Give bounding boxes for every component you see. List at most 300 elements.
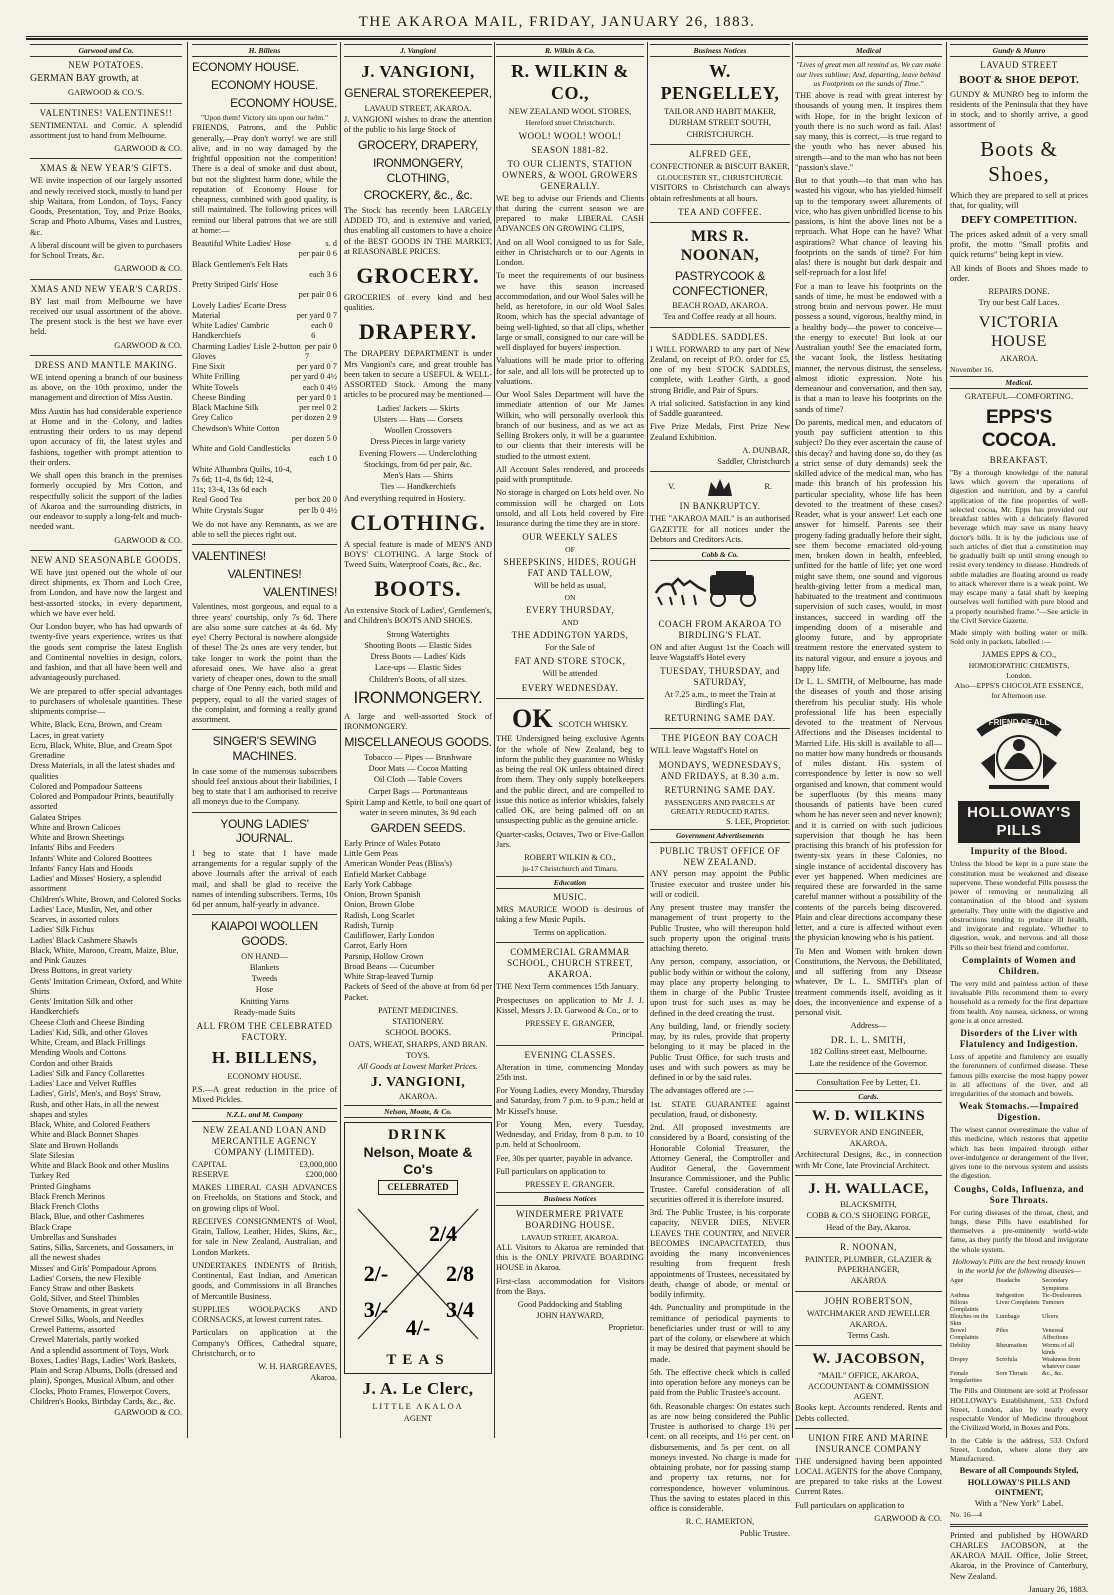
- ad-signature: GARWOOD & CO.: [114, 144, 182, 154]
- victoria-house: VICTORIA HOUSE: [978, 313, 1060, 351]
- complaints-heading: Complaints of Women and Children.: [961, 954, 1077, 976]
- ad-body: THE undersigned having been appointed LOCAL AGENTS for the above Company, are prepared to take risks at the Lowest Current Rates.: [795, 1456, 942, 1497]
- divider: [795, 1291, 942, 1292]
- ad-heading: XMAS AND NEW YEAR'S CARDS.: [30, 283, 182, 294]
- price-item: Charming Ladies' Lisle 2-button Gloves: [192, 341, 301, 361]
- list-item: Early York Cabbage: [344, 879, 412, 889]
- holloway-ointment: HOLLOWAY'S PILLS AND OINTMENT,: [967, 1477, 1071, 1497]
- season-heading: SEASON 1881-82.: [531, 144, 609, 155]
- coach-illustration-icon: [650, 567, 770, 609]
- column-divider: [494, 42, 495, 1438]
- epps-chocolate: Also—EPPS'S CHOCOLATE ESSENCE, for Afternoon use.: [954, 681, 1084, 700]
- price-value: s. d: [325, 239, 337, 249]
- list-item: Worms of all kinds: [1042, 1341, 1075, 1356]
- tea-price: 2/-: [363, 1261, 389, 1287]
- list-item: Dress Materials, in all the latest shades and qualities: [30, 761, 175, 781]
- wallace-body: COBB & CO.'S SHOEING FORGE,: [806, 1211, 931, 1221]
- ad-number: No. 16—4: [950, 1510, 983, 1520]
- ad-body: WE intend opening a branch of our business as above, on the 10th proximo, under the management and direction of Miss Austin.: [30, 372, 182, 403]
- list-item: Spirit Lamp and Kettle, to boil one quart of water in seven minutes, 3s 9d each: [345, 797, 491, 818]
- price-item: 7s 6d; 11-4, 8s 6d; 12-4,: [192, 474, 274, 484]
- divider: [30, 158, 182, 159]
- ad-body: Prospectuses on application to Mr J. J. Kissel, Messrs J. D. Garwood & Co., or to: [496, 995, 644, 1015]
- divider: [192, 544, 337, 545]
- list-item: Gents' Imitation Crimean, Oxford, and White Shirts: [30, 976, 182, 996]
- price-row: [192, 270, 337, 280]
- sales-line: Will be attended: [542, 669, 598, 679]
- list-item: Crewel Materials, partly worked: [30, 1335, 139, 1345]
- list-item: Dress Pieces in large variety: [370, 437, 466, 447]
- billens-name: H. BILLENS,: [211, 1047, 318, 1067]
- section-header: Business Notices: [496, 1192, 644, 1205]
- price-row: [192, 413, 337, 423]
- list-item: Ladies', Girls', Men's, and Boys' Straw, Rush, and other Hats, in all the newest shapes and styles: [30, 1089, 161, 1119]
- noonan-name: MRS R. NOONAN,: [680, 227, 760, 265]
- ok-whisky-header: [496, 703, 644, 735]
- ad-heading: ALL FROM THE CELEBRATED FACTORY.: [196, 1021, 333, 1042]
- sales-line: EVERY WEDNESDAY.: [521, 682, 619, 693]
- pengelley-name: W. PENGELLEY,: [660, 61, 780, 104]
- list-item: Infants' Bibs and Feeders: [30, 843, 115, 853]
- tea-price: 2/8: [445, 1261, 475, 1287]
- noonan-painter-name: R. NOONAN,: [840, 1241, 897, 1252]
- ad-heading: TO OUR CLIENTS, STATION OWNERS, & WOOL GROWERS GENERALLY.: [502, 158, 638, 191]
- ad-body: FRIENDS, Patrons, and the Public generally,—Pray don't worry! we are still alive, and in no way damaged by the frightful opposition not the competition! There is a deal of smoke and dust about, but not the slightest harm done, while the reputation of Economy House for cheapness, combined with good quality, is still maintained. The following prices will remind our liberal patrons that we are still at home:—: [192, 123, 337, 235]
- price-value: each 0 4½: [302, 382, 337, 392]
- list-item: Ladies' Kid, Silk, and other Gloves: [30, 1027, 148, 1037]
- section-header: Nelson, Moate, & Co.: [344, 1105, 492, 1118]
- list-item: Little Gem Peas: [344, 849, 398, 859]
- divider: [30, 355, 182, 356]
- tea-price: 2/4: [428, 1221, 458, 1247]
- ad-body: THE Next Term commences 15th January.: [496, 982, 639, 992]
- list-item: Children's White, Brown, and Colored Socks: [30, 894, 181, 904]
- list-item: Colored and Pompadour Satteens: [30, 781, 142, 791]
- sales-line: EVERY THURSDAY,: [525, 604, 615, 615]
- ad-body: A trial solicited. Satisfaction in any kind of Saddle guaranteed.: [650, 398, 790, 419]
- ad-signature: W. H. HARGREAVES,: [258, 1362, 337, 1372]
- list-item: White and Black Bonnet Shapes: [30, 1130, 139, 1140]
- price-value: per pair 0 6: [298, 290, 337, 300]
- noonan-address: BEACH ROAD, AKAROA.: [672, 301, 768, 311]
- poem-quote: "Lives of great men all remind us, We can make our lives sublime; And, departing, leave behind us Footprints on the sands of Time.": [796, 60, 941, 88]
- ad-body: Good Paddocking and Stabling: [517, 1300, 623, 1310]
- list-item: Galatea Stripes: [30, 812, 81, 822]
- list-item: Crewel Silks, Wools, and Needles: [30, 1314, 144, 1324]
- price-item: Pretty Striped Girls' Hose: [192, 280, 278, 290]
- divider: [30, 550, 182, 551]
- price-row: [192, 403, 337, 413]
- reserve-value: £200,000: [305, 1169, 337, 1179]
- price-item: White Alhambra Quilts, 10-4,: [192, 464, 292, 474]
- list-item: Colored and Pompadour Prints, beautifully assorted: [30, 792, 174, 812]
- seeds-heading: GARDEN SEEDS.: [370, 821, 466, 836]
- ad-body: Valuations will be made prior to offering for sale, and all lots will be protected up to valuations.: [496, 356, 644, 386]
- ad-body: For a man to leave his footprints on the sands of time, he must be endowed with a strong brain and nervous power. He must possess a sound, vigorous, healthy mind, in a healthy body—the power to conceive—the energy to execute! But look at our Australian youth! See the emaciated form, the vacant look, the listless hesitating manner, the nervous distrust, the senseless, almost idiotic expression. Note his demeanour and conversation, and then say, is that a man to leave his footprints on the sands of time?: [795, 281, 942, 414]
- ad-body: The Stock has recently been LARGELY ADDED TO, and is extensive and varied, thus enabling all customers to have a choice of the BEST GOODS IN THE MARKET, at REASONABLE PRICES.: [344, 205, 492, 256]
- music-heading: MUSIC.: [553, 891, 587, 902]
- ad-body: Dr L. L. SMITH, of Melbourne, has made the diseases of youth and those arising therefrom his peculiar study. His whole professional life has been especially devoted to the treatment of Nervous Affections and the Diseases incidental to Married Life. His skill is available to all—no matter how many hundreds or thousands of miles distant. His system of correspondence by letter is now so well organised and known, that comment would be superfluous (by this means many thousands of patients have been cured whom he has never seen and never known); and it is carried on with such judicious supervision that though he has been practising this branch of his profession for twenty-six years in these Colonies, no single instance of accidental discovery has ever yet happened. When medicines are required these are forwarded in the same careful manner without a possibility of the contents of the parcels being discovered. Plain and clear directions accompany these letter, and a cure is affected without even the physician knowing who is his patient.: [795, 677, 942, 943]
- sales-line: THE ADDINGTON YARDS,: [511, 630, 629, 641]
- ad-heading: DRESS AND MANTLE MAKING.: [34, 359, 178, 370]
- list-item: Bilious Complaints: [950, 1298, 979, 1313]
- list-item: Blankets: [249, 962, 280, 972]
- price-item: Fine Sixit: [192, 362, 225, 372]
- ad-body: In the Cable is the address, 533 Oxford Street, London, where alone they are Manufactured.: [950, 1435, 1088, 1464]
- capital-label: CAPITAL: [192, 1159, 227, 1169]
- ad-body: SENTIMENTAL and Comic. A splendid assortment just to hand from Melbourne.: [30, 120, 182, 140]
- price-value: per pair 0 6: [298, 249, 337, 259]
- ad-heading: XMAS & NEW YEAR'S GIFTS.: [39, 163, 173, 174]
- quote: "Upon them! Victory sits upon our helm.": [200, 113, 329, 123]
- list-item: Lace-ups — Elastic Sides: [374, 663, 462, 673]
- address-label: Address—: [850, 1021, 887, 1031]
- price-value: each 1 0: [309, 454, 337, 464]
- ad-body: We do not have any Remnants, as we are able to sell the pieces right out.: [192, 519, 337, 540]
- sales-line: FAT AND STORE STOCK,: [514, 656, 626, 667]
- ad-body: For Young Men, every Tuesday, Wednesday, and Friday, from 8 p.m. to 10 p.m. held at Schoolroom.: [496, 1119, 644, 1150]
- ad-heading: SINGER'S SEWING MACHINES.: [212, 734, 317, 763]
- list-item: Early Prince of Wales Potato: [344, 838, 441, 848]
- ad-body: GROCERIES of every kind and best qualities.: [344, 292, 492, 313]
- wallace-sub: BLACKSMITH,: [840, 1200, 897, 1210]
- ad-body: All kinds of Boots and Shoes made to order.: [950, 263, 1088, 283]
- price-list: [192, 239, 337, 516]
- sales-line: SHEEPSKINS, HIDES, ROUGH FAT AND TALLOW,: [503, 557, 637, 579]
- price-value: per yard 0 1: [296, 392, 337, 402]
- divider: [192, 914, 337, 915]
- ad-signature: S. LEE, Proprietor.: [726, 817, 790, 827]
- ad-body: P.S.—A great reduction in the price of Mixed Pickles.: [192, 1084, 337, 1105]
- list-item: Carrot, Early Horn: [344, 941, 408, 951]
- ad-body: Valentines, most gorgeous, and equal to a three years' courtship, only 7s 6d. There are also some sure catches at 4s 6d. My eye! Cherry Pectoral is nowhere alongside of these! The 2s ones are very tender, but take longer to work the point than the aforesaid ones. We have also a great variety of cheaper ones, down to the small charge of One Penny each, both mild and peppery, equal to all the varied stages of the complaint, and forming a really grand assortment.: [192, 602, 337, 724]
- smith-address: 182 Collins street east, Melbourne.: [809, 1047, 928, 1057]
- price-row: [192, 454, 337, 464]
- liver-heading: Disorders of the Liver with Flatulency and Indigestion.: [959, 1028, 1079, 1050]
- misc-list: [344, 753, 492, 819]
- ad-body: All Account Sales rendered, and proceeds paid with promptitude.: [496, 464, 644, 484]
- price-value: per dozen 2 9: [291, 413, 337, 423]
- ad-line: TOYS.: [406, 1050, 430, 1060]
- pengelley-address: DURHAM STREET SOUTH,: [669, 118, 771, 128]
- nelson-moate-name: Nelson, Moate & Co's: [363, 1144, 473, 1178]
- list-item: Ladies' Lace, Muslin, Net, and other Scarves, in assorted colors: [30, 904, 152, 924]
- section-header: R. Wilkin & Co.: [496, 44, 644, 57]
- section-header: Business Notices: [650, 44, 790, 57]
- ad-body: I WILL FORWARD to any part of New Zealand, on receipt of P.O. order for £5, one of my best STOCK SADDLES, complete, with Leather Girth, a good strong Bridle, and Pair of Spurs.: [650, 344, 790, 395]
- price-row: [192, 280, 337, 290]
- list-item: Misses' and Girls' Pompadour Aprons: [30, 1263, 157, 1273]
- ad-line: PATENT MEDICINES.: [377, 1005, 459, 1015]
- column-divider: [792, 42, 793, 1438]
- ad-body: And on all Wool consigned to us for Sale, either in Christchurch or to our Agents in London.: [496, 237, 644, 267]
- ad-body: VISITORS to Christchurch can always obtain refreshments at all hours.: [650, 183, 790, 203]
- ad-line: All Goods at Lowest Market Prices.: [357, 1062, 479, 1072]
- defy-competition: DEFY COMPETITION.: [961, 214, 1077, 227]
- holloway-pills-banner: HOLLOWAY'S PILLS: [958, 801, 1080, 844]
- ad-body: Our London buyer, who has had upwards of twenty-five years experience, writes us that the goods sent comprise the latest English and Continental novelties in design, colors, and fashion, and that all have been well and advantageously purchased.: [30, 622, 182, 683]
- divider: [30, 103, 182, 104]
- wilkins-sub: SURVEYOR AND ENGINEER,: [813, 1127, 924, 1137]
- ad-body: MRS MAURICE WOOD is desirous of taking a few Music Pupils.: [496, 904, 644, 924]
- divider: [192, 812, 337, 813]
- list-item: Carpet Bags — Portmanteaus: [368, 786, 468, 796]
- ad-signature-place: Akaroa.: [310, 1373, 337, 1383]
- noonan-sub: PASTRYCOOK & CONFECTIONER,: [672, 268, 768, 298]
- price-value: per box 20 0: [294, 495, 337, 505]
- tea-price: 3/4: [445, 1297, 475, 1323]
- ad-body: 4th. Punctuality and promptitude in the remittance of periodical payments to beneficiaries under trust or will to any part of the colony, or elsewhere at which it may be desired that payment should be made.: [650, 1303, 790, 1364]
- billens-sub: ECONOMY HOUSE.: [227, 1071, 302, 1081]
- list-item: Door Mats — Cocoa Matting: [368, 764, 468, 774]
- list-item: Lumbago: [996, 1313, 1020, 1321]
- price-row: [192, 372, 337, 382]
- ad-body: "By a thorough knowledge of the natural laws which govern the operations of digestion and nutrition, and by a careful application of the fine properties of well-selected cocoa, Mr. Epps has provided our breakfast tables with a delicately flavored beverage which may save us many heavy doctor's bills. It is by the judicious use of such articles of diet that a constitution may be gradually built up until strong enough to resist every tendency to disease. Hundreds of subtle maladies are floating around us ready to attack wherever there is a weak point. We may escape many a fatal shaft by keeping ourselves well fortified with pure blood and a properly nourished frame."—See article in the Civil Service Gazette.: [950, 467, 1088, 625]
- price-item: White Frilling: [192, 372, 240, 382]
- ad-body: A liberal discount will be given to purchasers for School Treats, &c.: [30, 240, 182, 261]
- ad-signature: GARWOOD & CO.'S.: [68, 88, 144, 98]
- ad-body: For curing diseases of the throat, chest, and lungs, these Pills have established for themselves a pre-eminently world-wide fame, as they purify the blood and invigorate the whole system.: [950, 1207, 1088, 1254]
- ad-body: MAKES LIBERAL CASH ADVANCES on Freeholds, on Stations and Stock, and on growing clips of Wool.: [192, 1183, 337, 1213]
- ad-body: Any person, company, association, or public body within or without the colony, may place any property belonging to them in charge of the Public Trustee upon trust for such uses as may be defined in the deed creating the trust.: [650, 957, 790, 1018]
- price-row: [192, 475, 337, 485]
- price-row: [192, 383, 337, 393]
- list-item: Infants' Fancy Hats and Hoods: [30, 863, 133, 873]
- list-item: Ulsters — Hats — Corsets: [373, 414, 463, 424]
- price-item: Beautiful White Ladies' Hose: [192, 239, 291, 249]
- tea-coffee-heading: TEA AND COFFEE.: [678, 206, 762, 217]
- list-item: Ready-made Suits: [233, 1007, 296, 1017]
- price-row: [192, 495, 337, 505]
- list-item: Cheese Cloth and Cheese Binding: [30, 1017, 145, 1027]
- ad-body: Full particulars on application to: [496, 1166, 606, 1176]
- ad-body: A special feature is made of MEN'S AND BOYS' CLOTHING. A large Stock of Tweed Suits, Waterproof Coats, &c., &c.: [344, 539, 492, 570]
- price-item: White Towels: [192, 382, 239, 392]
- wilkin-name: R. WILKIN & CO.,: [511, 61, 629, 104]
- list-item: Black, Blue, and other Cashmeres: [30, 1212, 144, 1222]
- list-item: Children's Boots, of all sizes.: [369, 674, 467, 684]
- list-item: Onion, Brown Globe: [344, 900, 415, 910]
- list-item: Cordon and other Braids: [30, 1058, 113, 1068]
- robertson-name: JOHN ROBERTSON,: [824, 1295, 913, 1306]
- tea-price-cross: [348, 1199, 488, 1349]
- column-billens: [192, 42, 337, 1436]
- divider: [795, 1073, 942, 1074]
- ad-body: No storage is charged on Lots held over. No commission will be charged on Lots unsold, and all Lots held covered by Fire Insurance during the time they are in store.: [496, 488, 644, 528]
- list-item: &c., &c.: [1042, 1370, 1064, 1378]
- agent-name: J. A. Le Clerc,: [362, 1378, 474, 1398]
- stock-line: GROCERY, DRAPERY,: [357, 138, 479, 153]
- column-garwood: [30, 42, 182, 1436]
- list-item: Radish, Turnip: [344, 920, 394, 930]
- wilkin-address: Hereford street Christchurch.: [525, 118, 615, 128]
- list-item: Crewel Patterns, assorted: [30, 1325, 115, 1334]
- divider: [950, 1524, 1088, 1527]
- price-value: per pair 0 7: [304, 341, 337, 361]
- crest-letter-v: V.: [668, 482, 676, 492]
- divider: [795, 1345, 942, 1346]
- list-item: Broad Beans — Cucumber: [344, 961, 435, 971]
- economy-house-heading: ECONOMY HOUSE.: [192, 60, 299, 75]
- ad-signature-role: Principal.: [611, 1030, 644, 1040]
- ad-body: Any building, land, or friendly society may, by its rules, provide that property belonging to it may be placed in the Public Trust Office, for such trusts and uses and with such powers as may be defined in or by the said rules.: [650, 1021, 790, 1083]
- noonan-painter-sub: PAINTER, PLUMBER, GLAZIER & PAPERHANGER,: [805, 1254, 932, 1275]
- ad-body: The wisest cannot overestimate the value of this medicine, which restores that appetite which has been impaired through either over-indulgence or derangement of the liver, gives tone to the nervous system and assists the digestion.: [950, 1125, 1088, 1181]
- ad-body: To Men and Women with broken down Constitutions, the Nervous, the Debilitated, and all suffering from any Disease whatever, Dr L. L. SMITH's plan of treatment commends itself, avoiding as it does, the inconvenience and expense of a personal visit.: [795, 946, 942, 1017]
- ad-body: To meet the requirements of our business we have this season increased accommodation, and our Wool Sales will be held, as heretofore, in our old Wool Sales Room, which has the special advantage of being well-lighted, so that all clips, whether large or small, consigned to our care will be well displayed for buyers' inspection.: [496, 271, 644, 352]
- bankruptcy-heading: IN BANKRUPTCY.: [679, 501, 761, 512]
- ad-body: PASSENGERS AND PARCELS AT GREATLY REDUCED RATES.: [664, 797, 776, 816]
- ad-heading: NEW AND SEASONABLE GOODS.: [30, 554, 182, 565]
- ad-body: I beg to state that I have made arrangements for a regular supply of the above Journals after the arrival of each mail, and shall be glad to receive the names of intending subscribers. Terms, 10s 6d per annum, half-yearly in advance.: [192, 848, 337, 909]
- drapery-list: [344, 404, 492, 493]
- list-item: Ladies' Black Cashmere Shawls: [30, 935, 138, 945]
- ad-signature-role: Public Trustee.: [739, 1528, 790, 1538]
- column-wilkin: [496, 42, 644, 1436]
- new-york-label: With a "New York" Label.: [974, 1499, 1064, 1509]
- section-header: Education: [496, 876, 644, 889]
- list-item: Venereal Affections: [1042, 1327, 1069, 1342]
- ad-body: BY last mail from Melbourne we have received our usual assortment of the above. The present stock is the best we have ever held.: [30, 296, 182, 337]
- grocery-heading: GROCERY.: [356, 263, 480, 289]
- list-item: Evening Flowers — Underclothing: [359, 448, 477, 458]
- ad-body: Particulars on application at the Company's Offices, Cathedral square, Christchurch, or to: [192, 1328, 337, 1358]
- tea-price: 4/-: [405, 1315, 431, 1341]
- sales-line: Will be held as usual,: [534, 581, 606, 591]
- column-gundy-munro: [950, 42, 1088, 1594]
- list-item: Indigestion: [996, 1291, 1024, 1299]
- ad-body: WE beg to advise our Friends and Clients that during the current season we are prepared to make LIBERAL CASH ADVANCES ON GROWING CLIPS,: [496, 193, 644, 234]
- list-item: Slate and Brown Hollands: [30, 1140, 119, 1150]
- price-item: Lovely Ladies' Ecarte Dress: [192, 300, 287, 310]
- breakfast-heading: BREAKFAST.: [989, 454, 1049, 465]
- column-divider: [647, 42, 648, 1438]
- ad-body: Loss of appetite and flatulency are usually the forerunners of confirmed disease. These famous pills exercise the most happy power in all affections of the liver, and all irregularities of the stomach and bowels.: [950, 1052, 1088, 1099]
- victoria-date: November 16.: [950, 364, 994, 374]
- coach-days: TUESDAY, THURSDAY, and SATURDAY,: [660, 666, 780, 687]
- list-item: White and Black Book and other Muslins: [30, 1161, 170, 1170]
- price-value: per yard 0 4½: [290, 372, 337, 382]
- divider: [795, 1428, 942, 1429]
- vangioni-sub: GENERAL STOREKEEPER,: [344, 85, 492, 100]
- price-row: [192, 301, 337, 311]
- list-item: Dress Buttons, in great variety: [30, 966, 133, 976]
- divider: [650, 728, 790, 729]
- list-item: Ulcers: [1042, 1313, 1059, 1321]
- pigeon-bay-heading: THE PIGEON BAY COACH: [661, 733, 779, 744]
- ad-body: The DRAPERY DEPARTMENT is under Mrs Vangioni's care, and great trouble has been taken to secure a USEFUL & WELL-ASSORTED Stock. Among the many articles to be procured may be mentioned—: [344, 349, 492, 400]
- wallace-name: J. H. WALLACE,: [808, 1180, 929, 1197]
- list-item: Gents' Imitation Silk and other Handkerchiefs: [30, 997, 133, 1017]
- stock-line: IRONMONGERY, CLOTHING,: [373, 155, 463, 185]
- calf-laces: Try our best Calf Laces.: [978, 298, 1060, 308]
- list-item: Piles: [996, 1327, 1009, 1335]
- vangioni-signature-place: AKAROA.: [399, 1092, 437, 1102]
- list-item: Knitting Yarns: [240, 996, 289, 1006]
- ad-body: The very mild and painless action of these invaluable Pills recommend them to every household as a remedy for the first departure from health. Any nausea, sickness, or wrong gone is at once arrested.: [950, 978, 1088, 1025]
- pigeon-bay-days: MONDAYS, WEDNESDAYS, AND FRIDAYS, at 8.30 a.m.: [658, 759, 782, 781]
- list-item: Black, White, Maroon, Cream, Maize, Blue, and Pink Gauzes: [30, 945, 179, 965]
- section-header: Government Advertisements: [650, 829, 790, 842]
- list-item: Ladies' and Misses' Hosiery, a splendid assortment: [30, 874, 162, 894]
- price-row: [192, 465, 337, 475]
- ad-body: WE have just opened out the whole of our direct shipments, ex Thorn and Loch Cree, from London, and have now the largest and best-assorted stocks, in every department, which we have ever held.: [30, 567, 182, 618]
- divider: [650, 222, 790, 223]
- list-item: Enfield Market Cabbage: [344, 869, 427, 879]
- teas-heading: TEAS: [386, 1352, 450, 1369]
- wilkins-address: AKAROA.: [849, 1139, 888, 1149]
- vangioni-signature: J. VANGIONI,: [370, 1075, 466, 1091]
- ad-heading: YOUNG LADIES' JOURNAL.: [220, 816, 309, 846]
- price-row: [192, 321, 337, 342]
- valentines-heading: VALENTINES!: [263, 584, 337, 599]
- ad-line: STATIONERY.: [392, 1017, 444, 1027]
- list-item: Ladies' Jackets — Skirts: [376, 403, 460, 413]
- list-item: Tumours: [1042, 1298, 1065, 1306]
- column-business-notices: [650, 42, 790, 1538]
- price-item: 11s; 13-4, 13s 6d each: [192, 485, 267, 495]
- list-item: American Wonder Peas (Bliss's): [344, 859, 452, 869]
- ad-body: Fee, 30s per quarter, payable in advance.: [496, 1153, 633, 1163]
- capital-row: [192, 1160, 337, 1170]
- list-item: Rheumatism: [996, 1341, 1028, 1349]
- column-divider: [340, 42, 341, 1438]
- lavaud-street: LAVAUD STREET: [980, 60, 1058, 71]
- section-header: Medical.: [950, 376, 1088, 389]
- epps-sub: HOMOEOPATHIC CHEMISTS,: [968, 660, 1070, 670]
- list-item: Sore Throats: [996, 1370, 1028, 1378]
- imprint-date: January 26, 1883.: [1028, 1584, 1088, 1594]
- ad-body: UNDERTAKES INDENTS of British, Continental, East Indian, and American goods, and Commissions in all Branches of Mercantile Business.: [192, 1260, 337, 1301]
- epps-name: JAMES EPPS & CO.,: [981, 649, 1057, 659]
- ad-body: Do parents, medical men, and educators of youth pay sufficient attention to this subject? Do they ever ascertain the cause of this decay? and having done so, do they (as a strict sense of duty demands) seek the skilled advice of the medical man, who has made this branch of his profession his particular speciality, whose life has been devoted to the treatment of these cases? Reader, what is your answer! Let each one answer for himself. Parents see their progeny fading gradually before their sight, see them become emaciated old-young men, broken down in health, enfeebled, unfitted for the battle of life; yet one word might save them, one sound and vigorous health-giving letter from a medical man, habituated to the treatment and continuous supervision of such cases, would, in most instances, succeed in warding off the impending doom of a miserable and gloomy future, and by appropriate treatment restore the enervated system to its natural vigour, and ensure a joyous and happy life.: [795, 417, 942, 673]
- ad-body: First-class accommodation for Visitors from the Bays.: [496, 1276, 644, 1296]
- ad-body: For Young Ladies, every Monday, Thursday and Saturday, from 7 p.m. to 9 p.m.; held at Mr Kissel's house.: [496, 1086, 644, 1116]
- list-item: White and Brown Calicoes: [30, 822, 121, 832]
- boot-shoe-depot: BOOT & SHOE DEPOT.: [959, 74, 1079, 87]
- price-row: [192, 444, 337, 454]
- ad-subheading: ON HAND—: [241, 951, 288, 961]
- ad-body: An extensive Stock of Ladies', Gentlemen's, and Children's BOOTS AND SHOES.: [344, 606, 492, 626]
- ad-body: The Pills and Ointment are sold at Professor HOLLOWAY's Establishment, 533 Oxford Street, London, also by nearly every respectable Vendor of Medicine throughout the Civilized World, in Boxes and Pots.: [950, 1386, 1088, 1433]
- list-item: Dress Boots — Ladies' Kids: [370, 652, 466, 662]
- ad-body: ON and after August 1st the Coach will leave Wagstaff's Hotel every: [650, 642, 790, 662]
- section-header: Garwood and Co.: [30, 44, 182, 57]
- list-item: Oil Cloth — Table Covers: [373, 775, 463, 785]
- smith-name: DR. L. L. SMITH,: [830, 1034, 907, 1045]
- list-item: Infants' White and Colored Boottees: [30, 853, 152, 863]
- ad-signature: GARWOOD & CO.: [874, 1513, 942, 1523]
- jacobson-sub: "MAIL" OFFICE, AKAROA,: [818, 1370, 919, 1380]
- price-value: per reel 0 2: [299, 403, 337, 413]
- ad-body: 6th. Reasonable charges: On estates such as are now being considered the Public Trustee is authorised to charge 1½ per cent. on all receipts, and 1½ per cent. on disbursements, and 5s per cent. on all moneys invested. No charge is made for obtaining probate, nor for passing stamp and property tax returns, nor for correspondence, however voluminous. Thus the saving to estates placed in this office is considerable.: [650, 1401, 790, 1514]
- ad-body: WE invite inspection of our largely assorted and newly received stock, mostly to hand per ship Waitara, from London, of Toys, Fancy Goods, Presentation, Toy, and Prize Books, Scrap and Photo Albums, Vases and Lustres, &c.: [30, 176, 182, 237]
- section-header: Medical: [795, 44, 942, 57]
- ad-signature-place: ju-17 Christchurch and Timaru.: [522, 864, 618, 874]
- grateful-comforting: GRATEFUL—COMFORTING.: [964, 392, 1074, 402]
- ad-heading: VALENTINES! VALENTINES!!: [39, 107, 173, 118]
- price-item: Black Machine Silk: [192, 403, 259, 413]
- price-row: [192, 290, 337, 300]
- price-item: Black Gentlemen's Felt Hats: [192, 259, 288, 269]
- coughs-heading: Coughs, Colds, Influenza, and Sore Throats.: [953, 1183, 1085, 1205]
- ad-body: Quarter-casks, Octaves, Two or Five-Gallon Jars.: [496, 829, 644, 849]
- robertson-terms: Terms Cash.: [847, 1331, 890, 1340]
- misc-heading: MISCELLANEOUS GOODS.: [344, 735, 492, 750]
- price-item: Material: [192, 310, 221, 320]
- price-value: each 3 6: [309, 269, 337, 279]
- price-item: Grey Calico: [192, 413, 233, 423]
